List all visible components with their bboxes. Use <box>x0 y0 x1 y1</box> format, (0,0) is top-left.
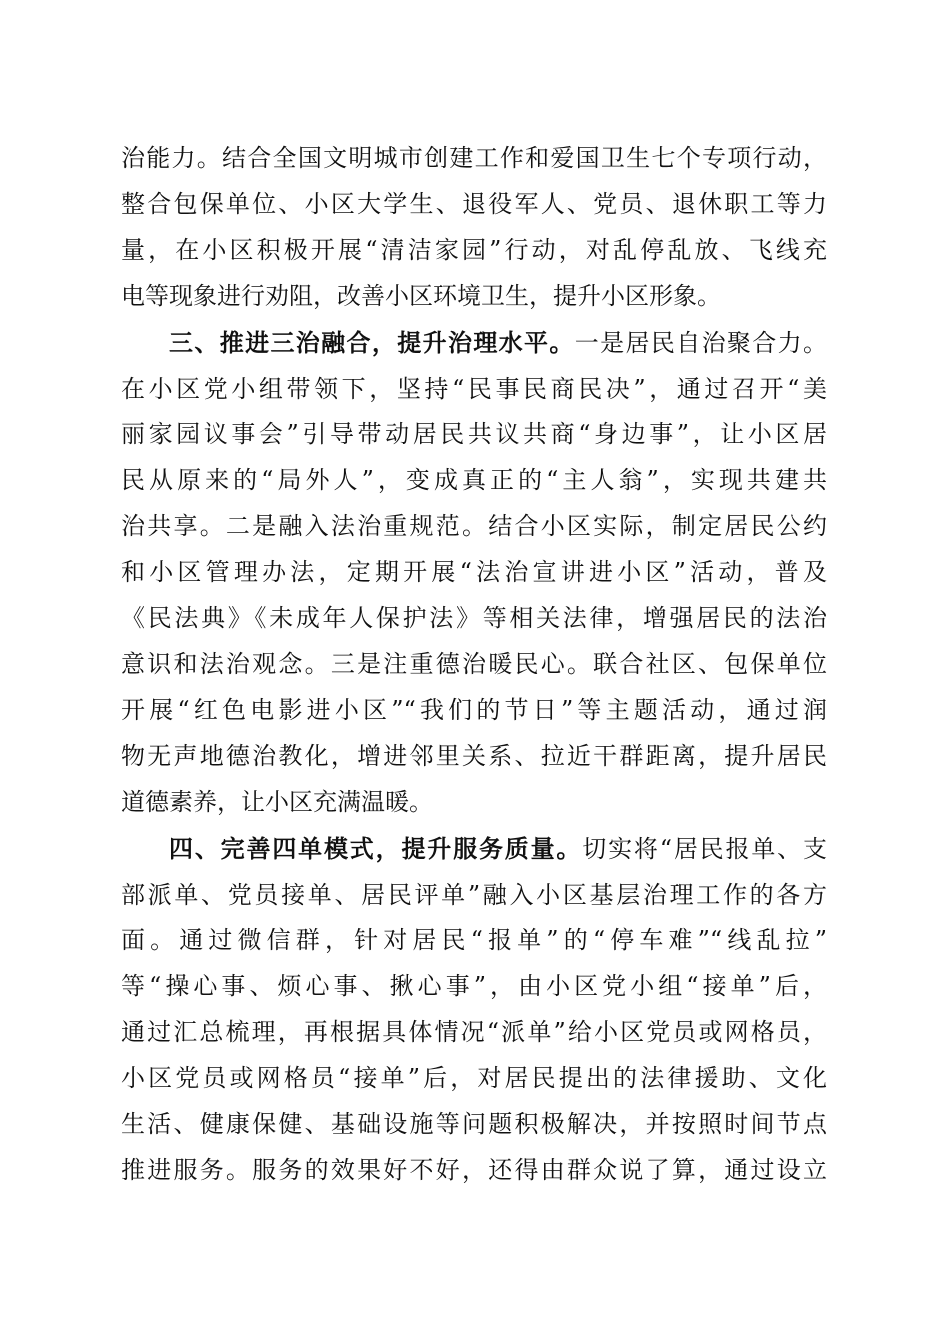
section-first-line <box>121 826 827 873</box>
text-line: 等“操心事、烦心事、揪心事”，由小区党小组“接单”后， <box>121 972 827 1001</box>
paragraph-continuation <box>121 136 827 320</box>
text-line: 物无声地德治教化，增进邻里关系、拉近干群距离，提升居民 <box>121 741 827 770</box>
text-line: 通过汇总梳理，再根据具体情况“派单”给小区党员或网格员， <box>121 1018 827 1047</box>
document-body <box>121 136 827 1194</box>
text-line: 部派单、党员接单、居民评单”融入小区基层治理工作的各方 <box>121 880 827 909</box>
paragraph-section-four <box>121 826 827 1194</box>
text-line: 面。通过微信群，针对居民“报单”的“停车难”“线乱拉” <box>121 926 827 955</box>
text-line: 治共享。二是融入法治重规范。结合小区实际，制定居民公约 <box>121 512 827 541</box>
text-line: 电等现象进行劝阻，改善小区环境卫生，提升小区形象。 <box>121 281 721 310</box>
text-line: 小区党员或网格员“接单”后，对居民提出的法律援助、文化 <box>121 1064 827 1093</box>
section-first-line-text: 切实将“居民报单、支 <box>582 834 827 863</box>
section-first-line-text: 一是居民自治聚合力。 <box>574 328 828 357</box>
section-heading: 三、推进三治融合，提升治理水平。 <box>169 327 575 357</box>
text-line: 开展“红色电影进小区”“我们的节日”等主题活动，通过润 <box>121 695 827 724</box>
section-first-line <box>121 320 827 367</box>
section-heading: 四、完善四单模式，提升服务质量。 <box>169 833 583 863</box>
text-line: 道德素养，让小区充满温暖。 <box>121 787 433 816</box>
text-line: 在小区党小组带领下，坚持“民事民商民决”，通过召开“美 <box>121 374 827 403</box>
text-line: 治能力。结合全国文明城市创建工作和爱国卫生七个专项行动， <box>121 144 827 172</box>
text-line: 推进服务。服务的效果好不好，还得由群众说了算，通过设立 <box>121 1155 827 1184</box>
text-line: 生活、健康保健、基础设施等问题积极解决，并按照时间节点 <box>121 1110 827 1139</box>
text-line: 整合包保单位、小区大学生、退役军人、党员、退休职工等力 <box>121 189 827 218</box>
paragraph-section-three <box>121 320 827 826</box>
text-line: 意识和法治观念。三是注重德治暖民心。联合社区、包保单位 <box>121 649 827 678</box>
text-line: 民从原来的“局外人”，变成真正的“主人翁”，实现共建共 <box>121 466 827 495</box>
text-line: 丽家园议事会”引导带动居民共议共商“身边事”，让小区居 <box>121 420 827 449</box>
text-line: 量，在小区积极开展“清洁家园”行动，对乱停乱放、飞线充 <box>121 235 827 264</box>
text-line: 和小区管理办法，定期开展“法治宣讲进小区”活动，普及 <box>121 558 827 587</box>
text-line: 《民法典》《未成年人保护法》等相关法律，增强居民的法治 <box>121 604 827 633</box>
